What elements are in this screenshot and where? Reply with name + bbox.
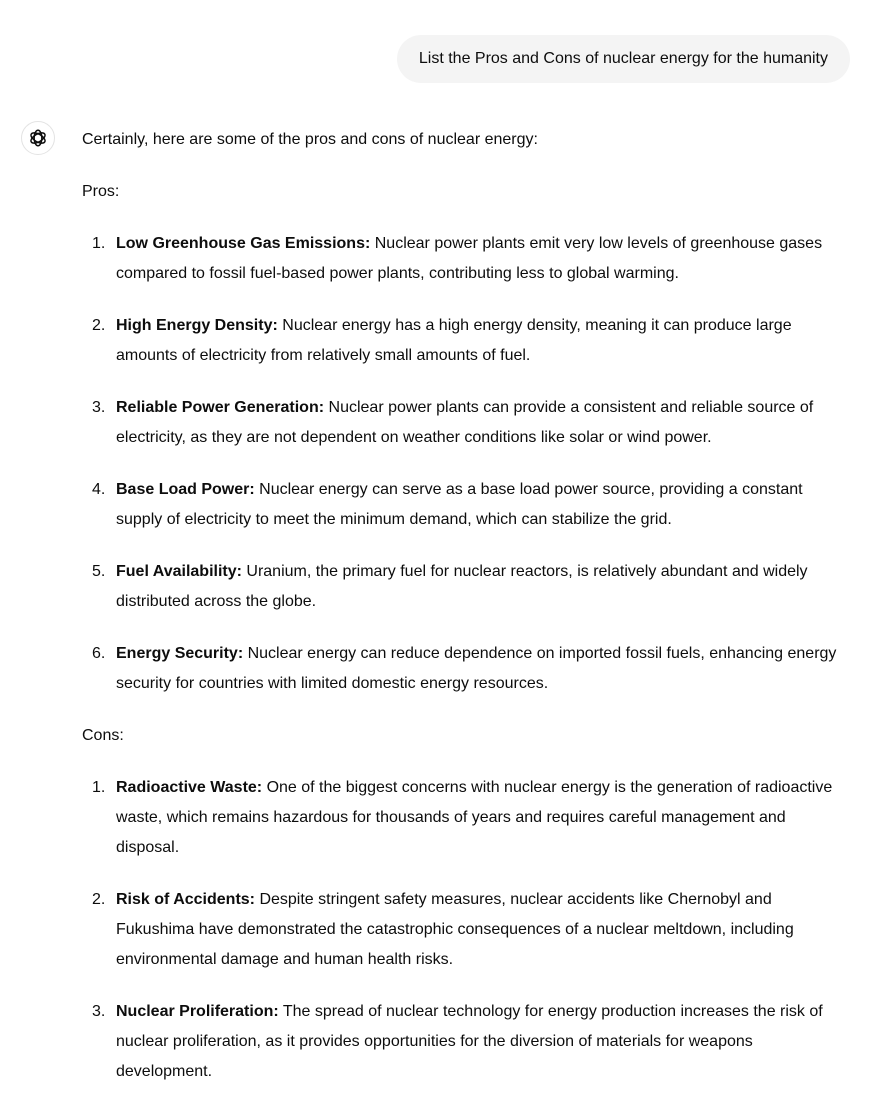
list-text: Nuclear energy can serve as a base load power source, providing a constant supply of electricity to meet the minimum demand, which can stabilize the grid. (116, 481, 803, 528)
list-item (82, 773, 852, 863)
list-text: Uranium, the primary fuel for nuclear reactors, is relatively abundant and widely distributed across the globe. (116, 563, 808, 610)
list-term: Energy Security: (116, 645, 244, 662)
openai-logo-icon (27, 127, 49, 149)
list-number: 6. (92, 645, 106, 662)
list-text: Nuclear energy has a high energy density, meaning it can produce large amounts of electricity from relatively small amounts of fuel. (116, 317, 792, 364)
list-number: 3. (92, 399, 106, 416)
list-text: Nuclear power plants emit very low levels of greenhouse gases compared to fossil fuel-based power plants, contributing less to global warming. (116, 235, 823, 282)
pros-heading: Pros: (82, 183, 120, 200)
list-term: Reliable Power Generation: (116, 399, 325, 416)
list-item (82, 393, 852, 453)
list-term: Base Load Power: (116, 481, 255, 498)
list-item (82, 311, 852, 371)
list-item (82, 475, 852, 535)
list-item (82, 885, 852, 975)
list-text: Nuclear power plants can provide a consistent and reliable source of electricity, as they are not dependent on weather conditions like solar or wind power. (116, 399, 814, 446)
list-item (82, 997, 852, 1087)
list-number: 1. (92, 235, 106, 252)
list-text: Nuclear energy can reduce dependence on imported fossil fuels, enhancing energy security for countries with limited domestic energy resources. (116, 645, 837, 692)
assistant-avatar (21, 121, 55, 155)
cons-list (82, 773, 852, 1087)
response-intro: Certainly, here are some of the pros and cons of nuclear energy: (82, 131, 538, 148)
list-text: Despite stringent safety measures, nuclear accidents like Chernobyl and Fukushima have demonstrated the catastrophic consequences of a nuclear meltdown, including environmental damage and human health risks. (116, 891, 794, 968)
list-number: 4. (92, 481, 106, 498)
list-term: High Energy Density: (116, 317, 278, 334)
list-text: The spread of nuclear technology for energy production increases the risk of nuclear proliferation, as it provides opportunities for the diversion of materials for weapons development. (116, 1003, 823, 1080)
user-message-text: List the Pros and Cons of nuclear energy for the humanity (418, 50, 828, 67)
list-text: One of the biggest concerns with nuclear energy is the generation of radioactive waste, which remains hazardous for thousands of years and requires careful management and disposal. (116, 779, 833, 856)
list-number: 5. (92, 563, 106, 580)
list-term: Risk of Accidents: (116, 891, 255, 908)
list-item (82, 229, 852, 289)
assistant-response (82, 125, 852, 1109)
list-term: Radioactive Waste: (116, 779, 263, 796)
user-message-bubble (397, 35, 850, 83)
pros-list (82, 229, 852, 699)
cons-heading: Cons: (82, 727, 124, 744)
list-number: 3. (92, 1003, 106, 1020)
list-term: Low Greenhouse Gas Emissions: (116, 235, 371, 252)
list-item (82, 557, 852, 617)
list-term: Fuel Availability: (116, 563, 242, 580)
list-number: 2. (92, 317, 106, 334)
list-term: Nuclear Proliferation: (116, 1003, 279, 1020)
list-number: 2. (92, 891, 106, 908)
list-item (82, 639, 852, 699)
list-number: 1. (92, 779, 106, 796)
